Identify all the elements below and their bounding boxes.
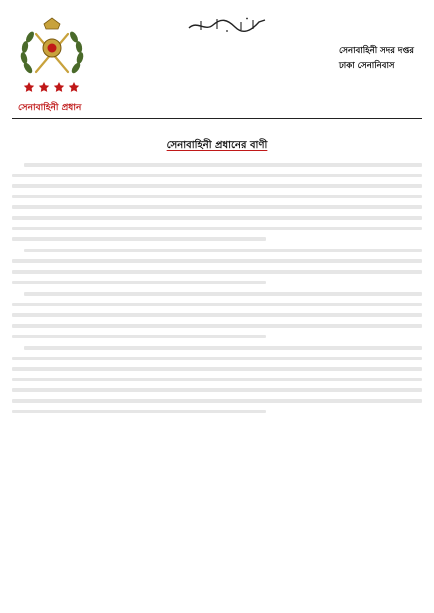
- emblem-caption: সেনাবাহিনী প্রধান: [18, 103, 82, 113]
- text-line-placeholder: [12, 259, 422, 263]
- text-line-placeholder: [24, 163, 422, 167]
- text-line-placeholder: [12, 303, 422, 307]
- hq-location: ঢাকা সেনানিবাস: [338, 61, 395, 71]
- document-body: [12, 163, 422, 413]
- text-line-placeholder: [12, 270, 422, 274]
- text-line-placeholder: [24, 249, 422, 253]
- paragraph-placeholder: [12, 249, 422, 284]
- text-line-placeholder: [24, 292, 422, 296]
- army-chief-emblem-icon: [14, 16, 90, 98]
- text-line-placeholder: [12, 205, 422, 209]
- text-line-placeholder: [12, 227, 422, 231]
- headquarters-address: [339, 44, 414, 74]
- text-line-placeholder: [12, 399, 422, 403]
- text-line-placeholder: [12, 367, 422, 371]
- document-title: সেনাবাহিনী প্রধানের বাণী: [166, 140, 268, 151]
- hq-name: সেনাবাহিনী সদর দপ্তর: [338, 46, 414, 56]
- text-line-placeholder: [12, 324, 422, 328]
- text-line-placeholder: [12, 184, 422, 188]
- text-line-placeholder: [12, 378, 422, 382]
- bismillah-calligraphy-icon: [187, 16, 269, 34]
- text-line-placeholder: [24, 346, 422, 350]
- text-line-placeholder: [12, 335, 266, 339]
- text-line-placeholder: [12, 281, 266, 285]
- text-line-placeholder: [12, 195, 422, 199]
- paragraph-placeholder: [12, 292, 422, 338]
- text-line-placeholder: [12, 237, 266, 241]
- header-divider: [12, 118, 422, 119]
- text-line-placeholder: [12, 357, 422, 361]
- text-line-placeholder: [12, 174, 422, 178]
- paragraph-placeholder: [12, 346, 422, 413]
- text-line-placeholder: [12, 313, 422, 317]
- paragraph-placeholder: [12, 163, 422, 241]
- letterhead: [12, 6, 422, 118]
- text-line-placeholder: [12, 410, 266, 414]
- text-line-placeholder: [12, 388, 422, 392]
- text-line-placeholder: [12, 216, 422, 220]
